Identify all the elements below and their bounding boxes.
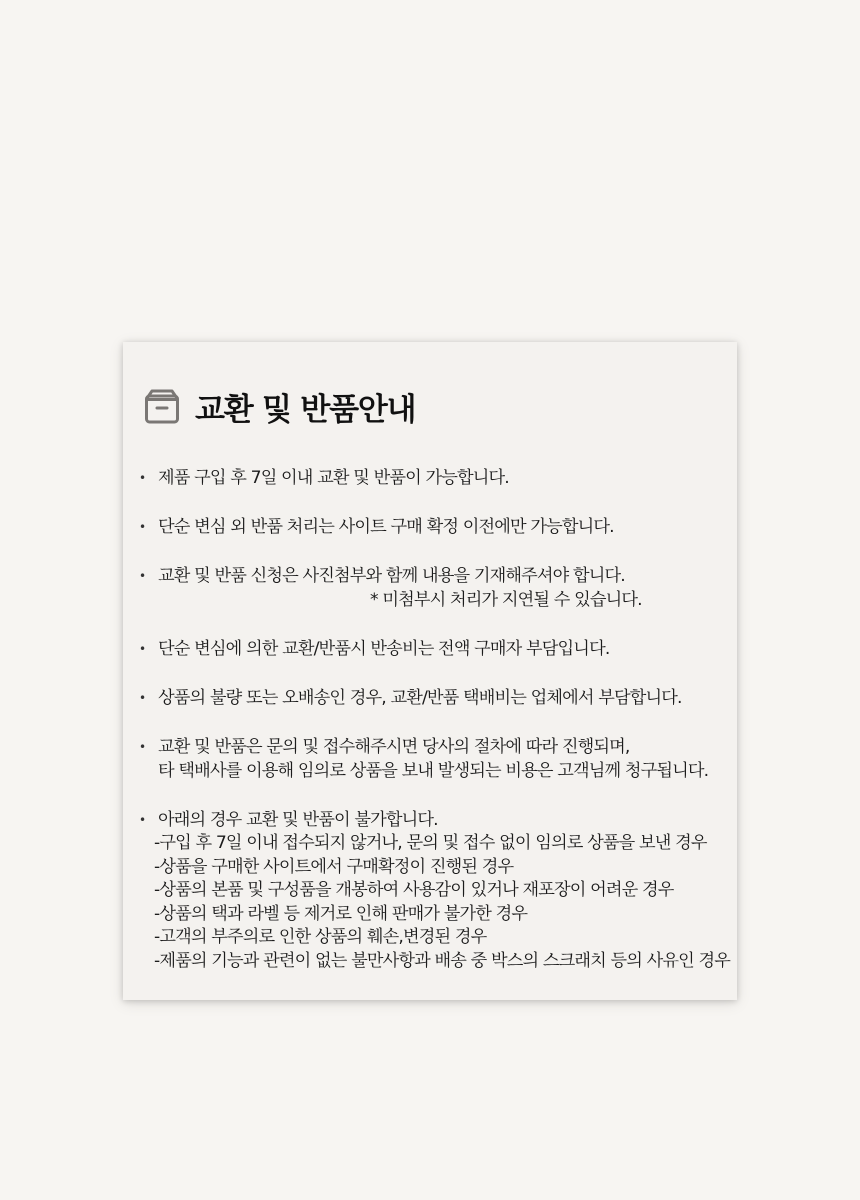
list-item — [139, 735, 729, 783]
exception-item: -상품의 택과 라벨 등 제거로 인해 판매가 불가한 경우 — [154, 903, 528, 924]
item-text: 단순 변심에 의한 교환/반품시 반송비는 전액 구매자 부담입니다. — [158, 639, 610, 659]
exception-item: -상품의 본품 및 구성품을 개봉하여 사용감이 있거나 재포장이 어려운 경우 — [154, 880, 674, 900]
item-text: 상품의 불량 또는 오배송인 경우, 교환/반품 택배비는 업체에서 부담합니다. — [158, 688, 682, 708]
bullet: • — [139, 813, 146, 827]
item-text: 단순 변심 외 반품 처리는 사이트 구매 확정 이전에만 가능합니다. — [158, 517, 614, 537]
bullet: • — [139, 520, 146, 534]
item-text: 아래의 경우 교환 및 반품이 불가합니다. — [158, 810, 438, 830]
exception-item: -제품의 기능과 관련이 없는 불만사항과 배송 중 박스의 스크래치 등의 사유인 경우 — [154, 950, 730, 971]
bullet: • — [139, 569, 146, 583]
list-item — [139, 637, 729, 661]
item-text: 제품 구입 후 7일 이내 교환 및 반품이 가능합니다. — [158, 468, 509, 488]
exchange-return-card — [123, 342, 737, 1000]
title-row — [143, 386, 415, 426]
box-icon — [143, 387, 181, 425]
policy-list — [139, 466, 729, 998]
page-title: 교환 및 반품안내 — [195, 391, 416, 428]
item-text: 교환 및 반품 신청은 사진첨부와 함께 내용을 기재해주셔야 합니다. — [158, 566, 625, 586]
bullet: • — [139, 691, 146, 705]
list-item — [139, 564, 729, 612]
item-note: * 미첨부시 처리가 지연될 수 있습니다. — [370, 590, 642, 610]
list-item — [139, 686, 729, 710]
bullet: • — [139, 471, 146, 485]
exception-item: -상품을 구매한 사이트에서 구매확정이 진행된 경우 — [154, 856, 514, 877]
exception-item: -고객의 부주의로 인한 상품의 훼손,변경된 경우 — [154, 927, 487, 947]
exception-item: -구입 후 7일 이내 접수되지 않거나, 문의 및 접수 없이 임의로 상품을 보낸 경우 — [154, 833, 707, 853]
item-continuation: 타 택배사를 이용해 임의로 상품을 보내 발생되는 비용은 고객님께 청구됩니다. — [158, 761, 709, 781]
list-item — [139, 808, 729, 973]
list-item — [139, 466, 729, 490]
exception-list — [154, 832, 729, 973]
item-text: 교환 및 반품은 문의 및 접수해주시면 당사의 절차에 따라 진행되며, — [158, 737, 630, 757]
list-item — [139, 515, 729, 539]
bullet: • — [139, 740, 146, 754]
bullet: • — [139, 642, 146, 656]
